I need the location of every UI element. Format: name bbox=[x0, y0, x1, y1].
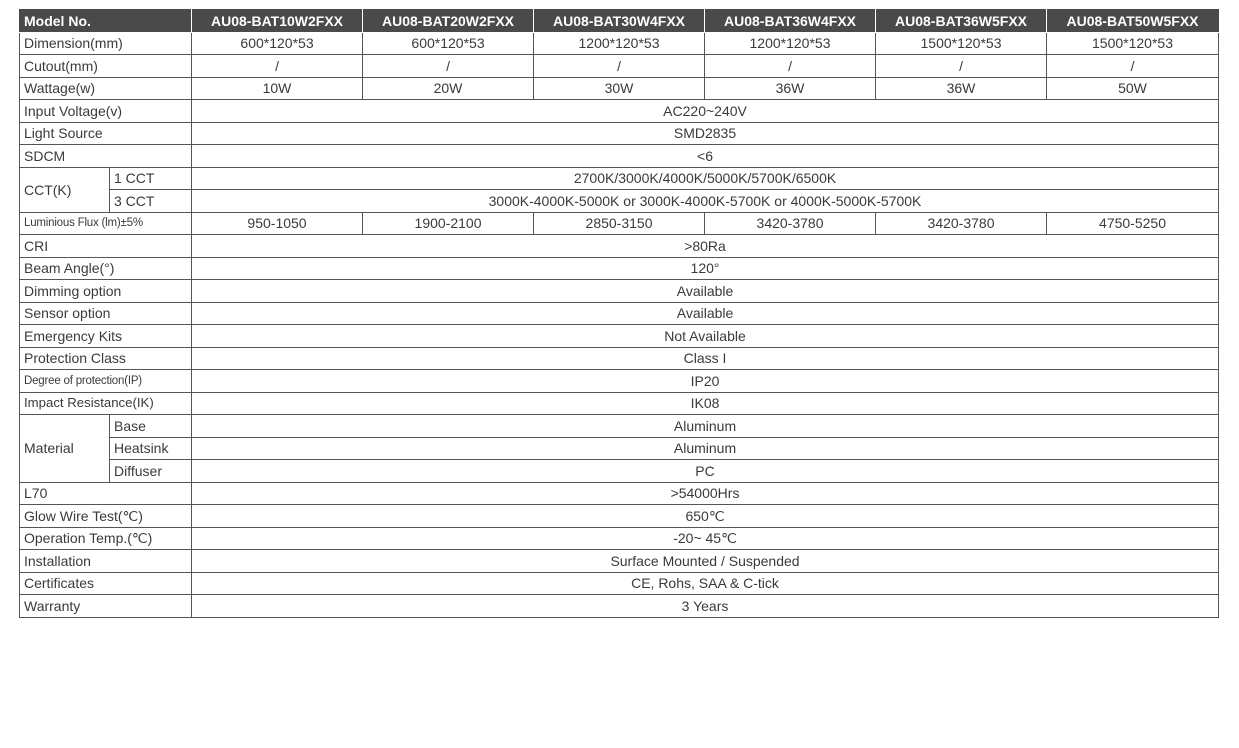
protection-class-label: Protection Class bbox=[20, 347, 192, 370]
dimension-row bbox=[20, 32, 1219, 55]
dimming-row bbox=[20, 280, 1219, 303]
cct-label: CCT(K) bbox=[20, 167, 110, 212]
model-header: AU08-BAT10W2FXX bbox=[192, 10, 363, 33]
flux-label: Luminious Flux (lm)±5% bbox=[20, 212, 192, 235]
wattage-value: 20W bbox=[363, 77, 534, 100]
flux-value: 3420-3780 bbox=[705, 212, 876, 235]
dimension-value: 1500*120*53 bbox=[876, 32, 1047, 55]
model-header: AU08-BAT36W4FXX bbox=[705, 10, 876, 33]
cutout-value: / bbox=[363, 55, 534, 78]
sdcm-label: SDCM bbox=[20, 145, 192, 168]
ik-row bbox=[20, 392, 1219, 415]
wattage-value: 50W bbox=[1047, 77, 1219, 100]
wattage-label: Wattage(w) bbox=[20, 77, 192, 100]
material-diffuser-value: PC bbox=[192, 460, 1219, 483]
dimension-value: 1500*120*53 bbox=[1047, 32, 1219, 55]
material-base-value: Aluminum bbox=[192, 415, 1219, 438]
model-header: AU08-BAT30W4FXX bbox=[534, 10, 705, 33]
cri-value: >80Ra bbox=[192, 235, 1219, 258]
cutout-value: / bbox=[1047, 55, 1219, 78]
dimension-label: Dimension(mm) bbox=[20, 32, 192, 55]
beam-angle-row bbox=[20, 257, 1219, 280]
input-voltage-value: AC220~240V bbox=[192, 100, 1219, 123]
material-diffuser-row bbox=[20, 460, 1219, 483]
model-header: AU08-BAT36W5FXX bbox=[876, 10, 1047, 33]
model-header: AU08-BAT50W5FXX bbox=[1047, 10, 1219, 33]
light-source-label: Light Source bbox=[20, 122, 192, 145]
beam-angle-label: Beam Angle(°) bbox=[20, 257, 192, 280]
warranty-row bbox=[20, 595, 1219, 618]
sensor-row bbox=[20, 302, 1219, 325]
l70-row bbox=[20, 482, 1219, 505]
flux-value: 2850-3150 bbox=[534, 212, 705, 235]
dimension-value: 1200*120*53 bbox=[534, 32, 705, 55]
installation-label: Installation bbox=[20, 550, 192, 573]
cutout-label: Cutout(mm) bbox=[20, 55, 192, 78]
flux-value: 1900-2100 bbox=[363, 212, 534, 235]
installation-value: Surface Mounted / Suspended bbox=[192, 550, 1219, 573]
glow-wire-value: 650℃ bbox=[192, 505, 1219, 528]
cct-3-label: 3 CCT bbox=[110, 190, 192, 213]
glow-wire-label: Glow Wire Test(℃) bbox=[20, 505, 192, 528]
sdcm-value: <6 bbox=[192, 145, 1219, 168]
wattage-value: 36W bbox=[705, 77, 876, 100]
dimension-value: 1200*120*53 bbox=[705, 32, 876, 55]
dimming-label: Dimming option bbox=[20, 280, 192, 303]
warranty-value: 3 Years bbox=[192, 595, 1219, 618]
cri-row bbox=[20, 235, 1219, 258]
wattage-value: 36W bbox=[876, 77, 1047, 100]
protection-class-row bbox=[20, 347, 1219, 370]
ik-value: IK08 bbox=[192, 392, 1219, 415]
cct-3-value: 3000K-4000K-5000K or 3000K-4000K-5700K or 4000K-5000K-5700K bbox=[192, 190, 1219, 213]
material-heatsink-label: Heatsink bbox=[110, 437, 192, 460]
dimension-value: 600*120*53 bbox=[363, 32, 534, 55]
flux-value: 950-1050 bbox=[192, 212, 363, 235]
certificates-label: Certificates bbox=[20, 572, 192, 595]
spec-table-container bbox=[19, 9, 1219, 618]
cct-1-row bbox=[20, 167, 1219, 190]
flux-value: 3420-3780 bbox=[876, 212, 1047, 235]
cct-1-value: 2700K/3000K/4000K/5000K/5700K/6500K bbox=[192, 167, 1219, 190]
material-heatsink-value: Aluminum bbox=[192, 437, 1219, 460]
light-source-value: SMD2835 bbox=[192, 122, 1219, 145]
dimension-value: 600*120*53 bbox=[192, 32, 363, 55]
certificates-row bbox=[20, 572, 1219, 595]
warranty-label: Warranty bbox=[20, 595, 192, 618]
flux-row bbox=[20, 212, 1219, 235]
cct-3-row bbox=[20, 190, 1219, 213]
wattage-row bbox=[20, 77, 1219, 100]
emergency-label: Emergency Kits bbox=[20, 325, 192, 348]
light-source-row bbox=[20, 122, 1219, 145]
l70-label: L70 bbox=[20, 482, 192, 505]
certificates-value: CE, Rohs, SAA & C-tick bbox=[192, 572, 1219, 595]
material-heatsink-row bbox=[20, 437, 1219, 460]
installation-row bbox=[20, 550, 1219, 573]
sensor-label: Sensor option bbox=[20, 302, 192, 325]
protection-class-value: Class I bbox=[192, 347, 1219, 370]
cutout-value: / bbox=[876, 55, 1047, 78]
l70-value: >54000Hrs bbox=[192, 482, 1219, 505]
sdcm-row bbox=[20, 145, 1219, 168]
operation-temp-value: -20~ 45℃ bbox=[192, 527, 1219, 550]
flux-value: 4750-5250 bbox=[1047, 212, 1219, 235]
emergency-row bbox=[20, 325, 1219, 348]
model-no-header: Model No. bbox=[20, 10, 192, 33]
cri-label: CRI bbox=[20, 235, 192, 258]
wattage-value: 10W bbox=[192, 77, 363, 100]
operation-temp-row bbox=[20, 527, 1219, 550]
material-base-label: Base bbox=[110, 415, 192, 438]
model-header: AU08-BAT20W2FXX bbox=[363, 10, 534, 33]
sensor-value: Available bbox=[192, 302, 1219, 325]
cutout-value: / bbox=[192, 55, 363, 78]
material-diffuser-label: Diffuser bbox=[110, 460, 192, 483]
input-voltage-row bbox=[20, 100, 1219, 123]
ip-value: IP20 bbox=[192, 370, 1219, 393]
ik-label: Impact Resistance(IK) bbox=[20, 392, 192, 415]
beam-angle-value: 120° bbox=[192, 257, 1219, 280]
ip-label: Degree of protection(IP) bbox=[20, 370, 192, 393]
ip-row bbox=[20, 370, 1219, 393]
material-base-row bbox=[20, 415, 1219, 438]
cutout-value: / bbox=[534, 55, 705, 78]
operation-temp-label: Operation Temp.(℃) bbox=[20, 527, 192, 550]
emergency-value: Not Available bbox=[192, 325, 1219, 348]
cutout-row bbox=[20, 55, 1219, 78]
input-voltage-label: Input Voltage(v) bbox=[20, 100, 192, 123]
spec-table bbox=[19, 9, 1219, 618]
cutout-value: / bbox=[705, 55, 876, 78]
cct-1-label: 1 CCT bbox=[110, 167, 192, 190]
header-row bbox=[20, 10, 1219, 33]
material-label: Material bbox=[20, 415, 110, 483]
glow-wire-row bbox=[20, 505, 1219, 528]
dimming-value: Available bbox=[192, 280, 1219, 303]
wattage-value: 30W bbox=[534, 77, 705, 100]
